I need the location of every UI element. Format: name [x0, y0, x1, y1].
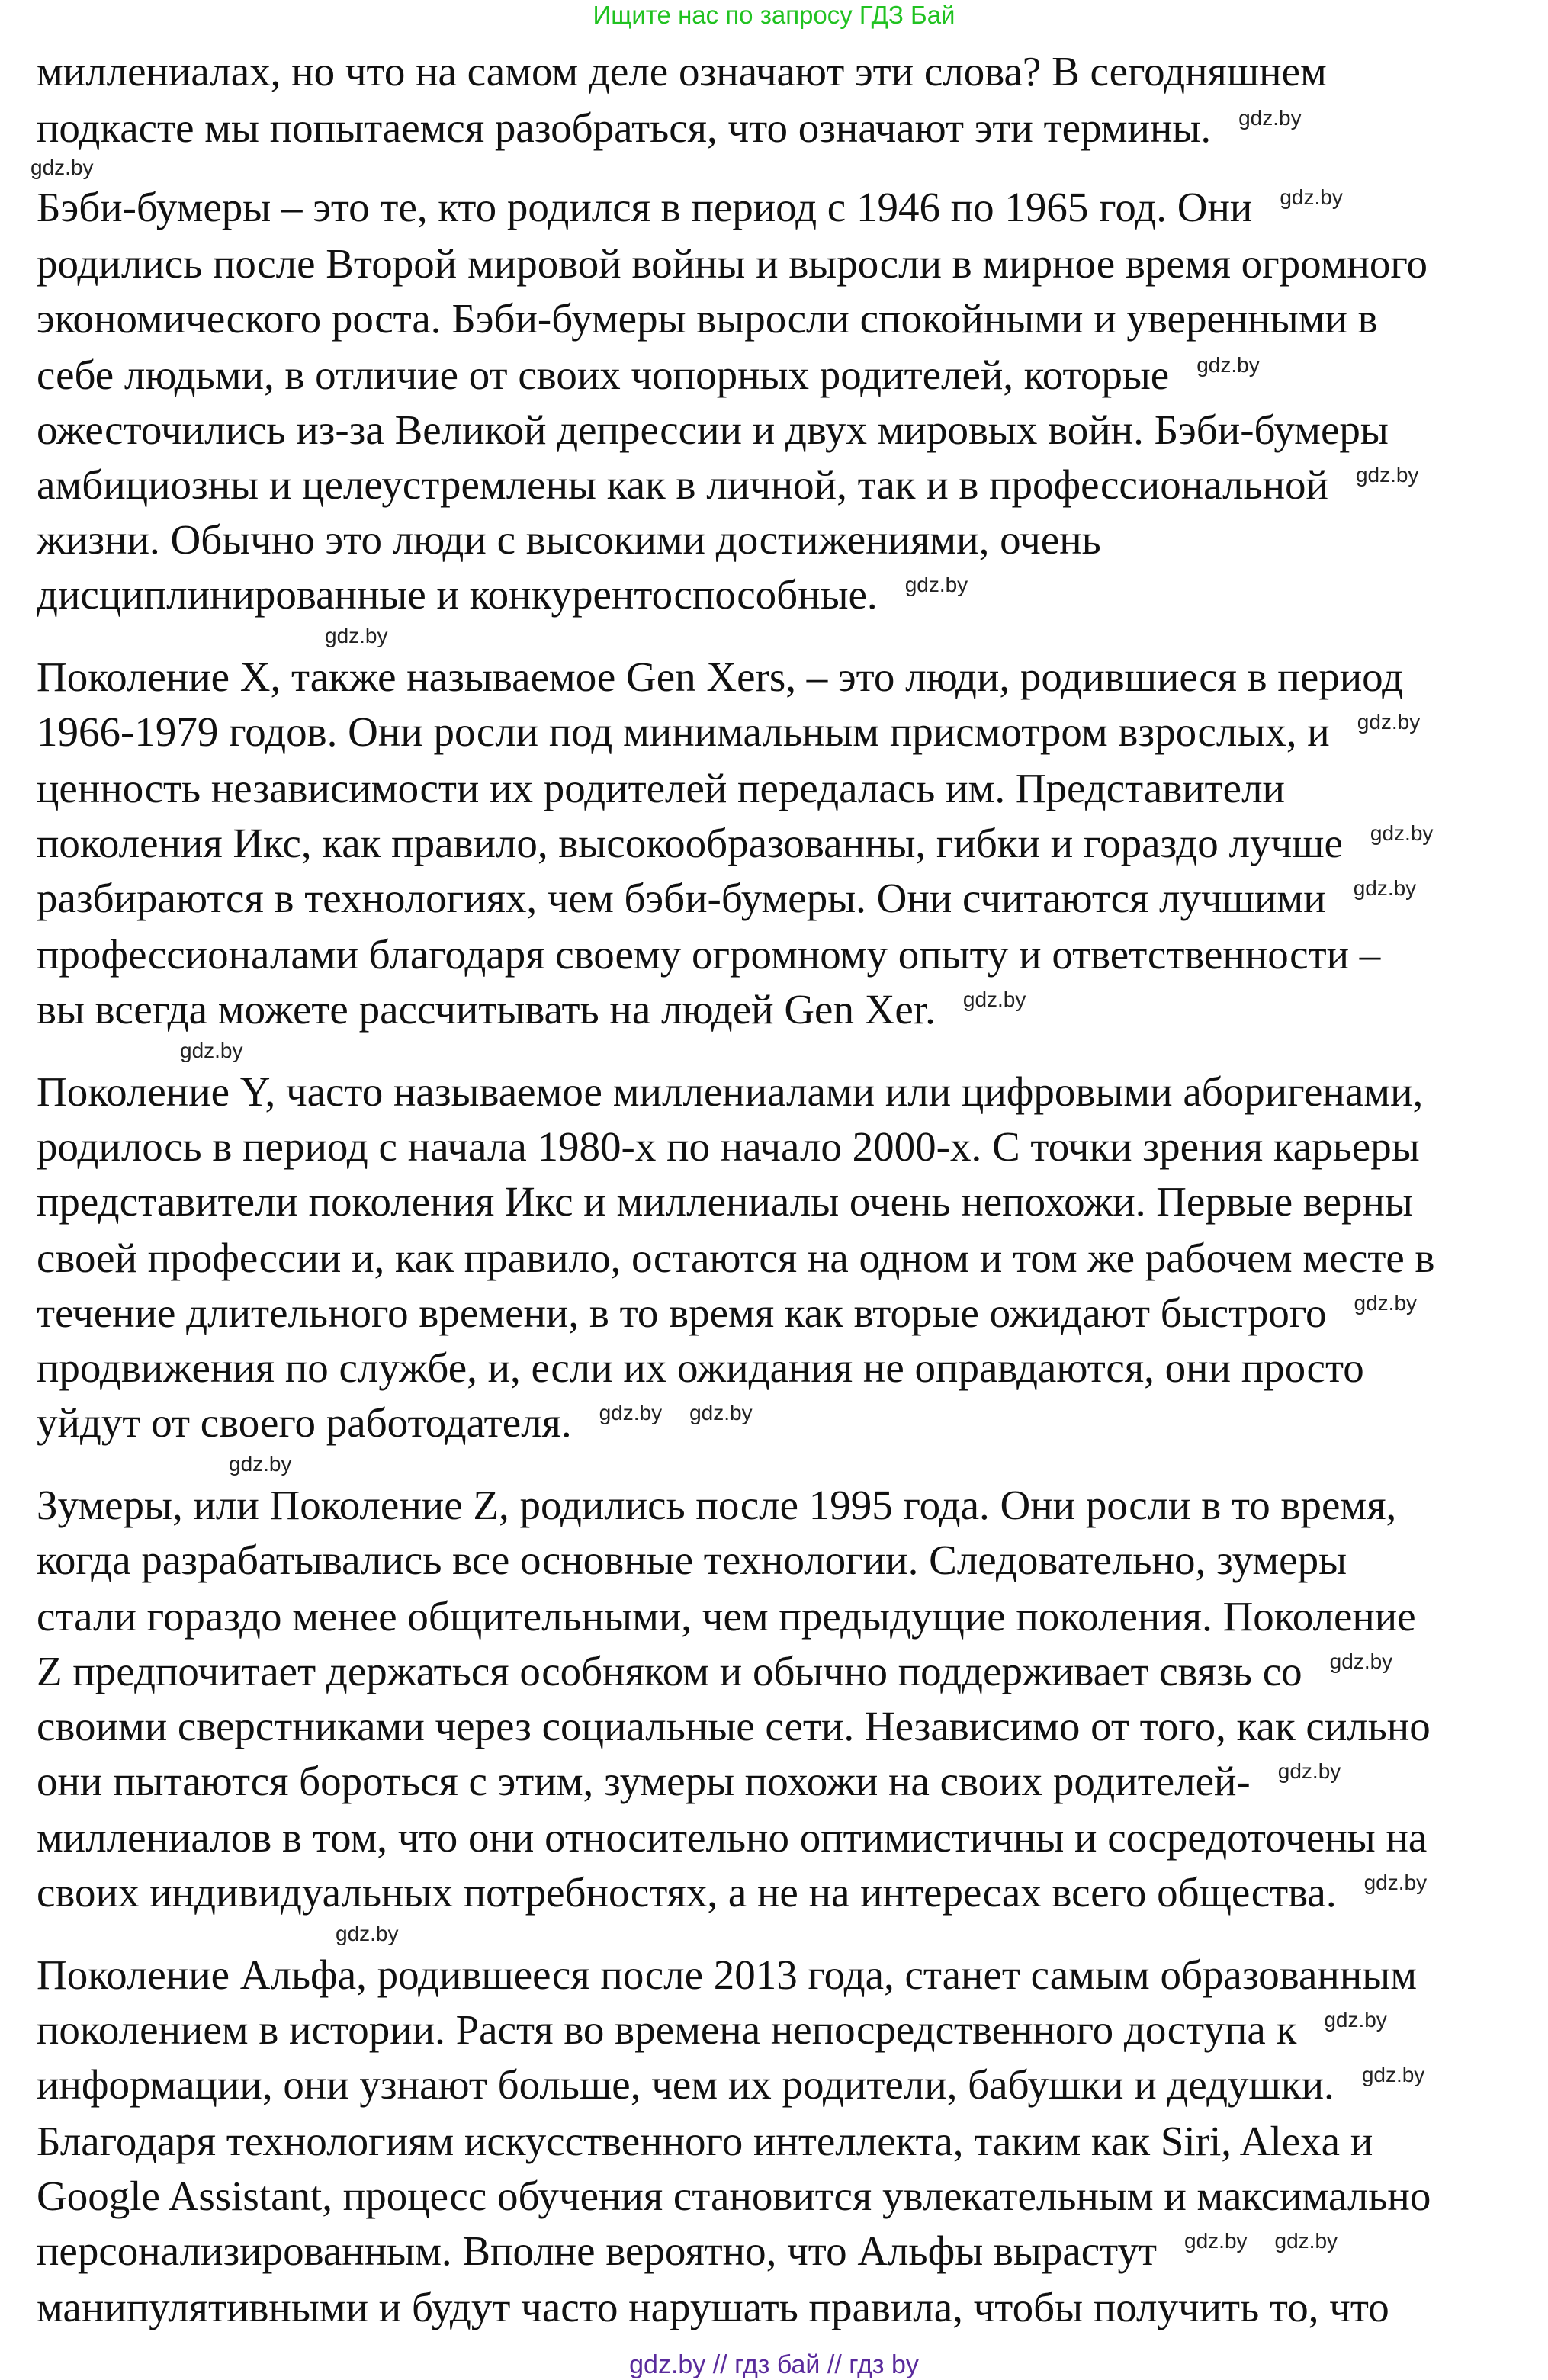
text-line-content: Поколение X, также называемое Gen Xers, – это люди, родившиеся в период [37, 654, 1404, 700]
text-line [37, 654, 1403, 700]
text-line [37, 1759, 1341, 1804]
text-line [37, 407, 1389, 453]
text-line [37, 1069, 1423, 1115]
text-line-content: Бэби-бумеры – это те, кто родился в период с 1946 по 1965 год. Они [37, 184, 1253, 230]
text-line [37, 2007, 1387, 2053]
text-line-content: Зумеры, или Поколение Z, родились после 1995 года. Они росли в то время, [37, 1482, 1397, 1528]
text-line-content: миллениалах, но что на самом деле означают эти слова? В сегодняшнем [37, 48, 1327, 95]
text-line [37, 1704, 1431, 1749]
text-line-content: разбираются в технологиях, чем бэби-бумеры. Они считаются лучшими [37, 875, 1326, 921]
text-line [37, 462, 1418, 508]
watermark: gdz.by [1329, 1649, 1393, 1673]
text-line [37, 821, 1433, 866]
text-line-content: Поколение Y, часто называемое миллениалами или цифровыми аборигенами, [37, 1068, 1424, 1115]
text-line-content: 1966-1979 годов. Они росли под минимальным присмотром взрослых, и [37, 708, 1330, 755]
text-line-content: Z предпочитает держаться особняком и обычно поддерживает связь со [37, 1648, 1302, 1694]
text-line-content: вы всегда можете рассчитывать на людей Gen Xer. [37, 986, 936, 1033]
text-line [37, 1400, 753, 1446]
text-line [37, 1952, 1417, 1998]
text-line-content: амбициозны и целеустремлены как в личной, так и в профессиональной [37, 461, 1328, 508]
text-line-content: когда разрабатывались все основные технологии. Следовательно, зумеры [37, 1537, 1347, 1583]
text-line [37, 1124, 1420, 1170]
watermark: gdz.by [1361, 2063, 1425, 2086]
text-line-content: течение длительного времени, в то время как вторые ожидают быстрого [37, 1290, 1327, 1336]
text-line-content: родились после Второй мировой войны и выросли в мирное время огромного [37, 240, 1428, 287]
watermark: gdz.by [599, 1401, 663, 1424]
text-line-content: жизни. Обычно это люди с высокими достижениями, очень [37, 516, 1101, 563]
watermark: gdz.by [325, 624, 388, 647]
text-line [37, 241, 1428, 287]
text-line [37, 875, 1416, 921]
text-line-content: поколения Икс, как правило, высокообразованны, гибки и гораздо лучше [37, 820, 1343, 866]
text-line-content: своей профессии и, как правило, остаются на одном и том же рабочем месте в [37, 1235, 1435, 1281]
watermark: gdz.by [1280, 185, 1343, 209]
text-line [37, 2228, 1338, 2274]
text-line [37, 1594, 1416, 1640]
text-line [37, 987, 1026, 1033]
text-line-content: они пытаются бороться с этим, зумеры похожи на своих родителей- [37, 1758, 1251, 1804]
text-line-content: миллениалов в том, что они относительно оптимистичны и сосредоточены на [37, 1814, 1428, 1861]
watermark: gdz.by [904, 573, 968, 596]
watermark: gdz.by [1353, 876, 1417, 900]
watermark: gdz.by [229, 1452, 292, 1476]
text-line [37, 185, 1343, 230]
text-line [37, 1815, 1427, 1861]
text-line-content: экономического роста. Бэби-бумеры выросли спокойными и уверенными в [37, 295, 1378, 342]
watermark: gdz.by [1274, 2229, 1338, 2253]
text-line [37, 1345, 1364, 1391]
text-line [37, 709, 1420, 755]
text-line [37, 2285, 1389, 2330]
search-banner[interactable]: Ищите нас по запросу ГДЗ Бай [593, 1, 955, 29]
text-line-content: родилось в период с начала 1980-х по начало 2000-х. С точки зрения карьеры [37, 1123, 1420, 1170]
text-line-content: персонализированным. Вполне вероятно, что Альфы вырастут [37, 2227, 1158, 2274]
text-line-content: своих индивидуальных потребностях, а не на интересах всего общества. [37, 1869, 1337, 1916]
text-line-content: поколением в истории. Растя во времена непосредственного доступа к [37, 2006, 1297, 2053]
text-line [37, 105, 1302, 151]
text-line-content: своими сверстниками через социальные сети. Независимо от того, как сильно [37, 1703, 1431, 1749]
text-line [37, 1649, 1392, 1694]
text-line [37, 1537, 1347, 1583]
text-line-content: профессионалами благодаря своему огромному опыту и ответственности – [37, 931, 1381, 978]
watermark: gdz.by [1238, 106, 1302, 130]
watermark: gdz.by [962, 988, 1026, 1011]
text-line [37, 2173, 1431, 2219]
text-line-content: подкасте мы попытаемся разобраться, что означают эти термины. [37, 104, 1212, 151]
watermark: gdz.by [336, 1922, 399, 1945]
text-line-content: дисциплинированные и конкурентоспособные. [37, 571, 878, 618]
text-line [37, 2118, 1373, 2164]
watermark: gdz.by [1370, 821, 1434, 845]
text-line-content: манипулятивными и будут часто нарушать правила, чтобы получить то, что [37, 2284, 1389, 2330]
text-line-content: продвижения по службе, и, если их ожидания не оправдаются, они просто [37, 1344, 1364, 1391]
watermark: gdz.by [180, 1039, 243, 1062]
text-line [37, 1482, 1396, 1528]
text-line-content: ценность независимости их родителей передалась им. Представители [37, 765, 1285, 811]
text-line-content: представители поколения Икс и миллениалы очень непохожи. Первые верны [37, 1178, 1413, 1225]
text-line [37, 49, 1327, 95]
text-line-content: уйдут от своего работодателя. [37, 1399, 572, 1446]
watermark: gdz.by [1184, 2229, 1248, 2253]
text-line [37, 1235, 1435, 1281]
text-line-content: ожесточились из-за Великой депрессии и двух мировых войн. Бэби-бумеры [37, 406, 1389, 453]
watermark: gdz.by [689, 1401, 753, 1424]
text-line [37, 766, 1285, 811]
watermark: gdz.by [1355, 463, 1419, 487]
footer-links[interactable]: gdz.by // гдз бай // гдз by [629, 2350, 919, 2379]
watermark: gdz.by [1354, 1291, 1418, 1315]
text-line [37, 1179, 1413, 1225]
text-line-content: Google Assistant, процесс обучения становится увлекательным и максимально [37, 2173, 1431, 2219]
watermark: gdz.by [31, 156, 94, 179]
text-line-content: информации, они узнают больше, чем их родители, бабушки и дедушки. [37, 2061, 1334, 2108]
text-line [37, 1870, 1427, 1916]
text-line [37, 517, 1101, 563]
text-line [37, 932, 1380, 978]
text-line [37, 2062, 1424, 2108]
watermark: gdz.by [1196, 353, 1260, 377]
watermark: gdz.by [1357, 710, 1421, 734]
watermark: gdz.by [1277, 1759, 1341, 1783]
watermark: gdz.by [1363, 1871, 1428, 1894]
text-line-content: Поколение Альфа, родившееся после 2013 года, станет самым образованным [37, 1951, 1418, 1998]
text-line [37, 352, 1260, 398]
text-line-content: себе людьми, в отличие от своих чопорных родителей, которые [37, 352, 1170, 398]
text-line-content: стали гораздо менее общительными, чем предыдущие поколения. Поколение [37, 1593, 1416, 1640]
text-line [37, 572, 968, 618]
text-line-content: Благодаря технологиям искусственного интеллекта, таким как Siri, Alexa и [37, 2118, 1373, 2164]
text-line [37, 1290, 1417, 1336]
text-line [37, 296, 1378, 342]
watermark: gdz.by [1324, 2008, 1387, 2032]
